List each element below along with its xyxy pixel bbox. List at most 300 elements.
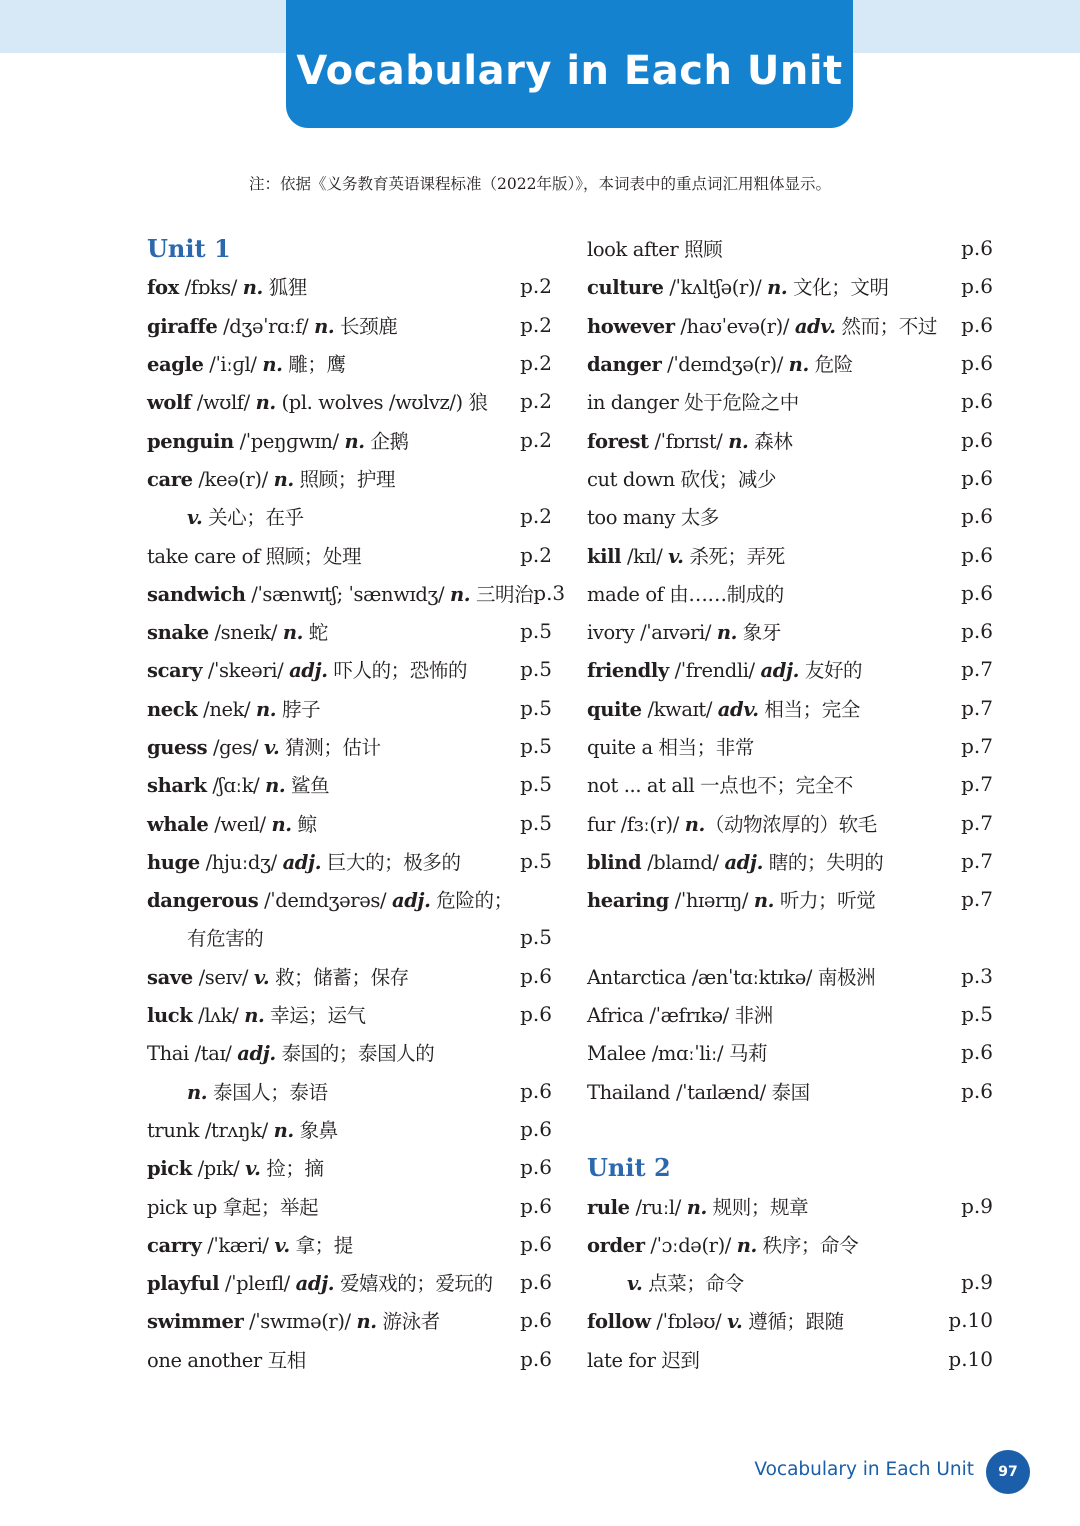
headword: ivory [587, 621, 635, 645]
vocab-entry [147, 1301, 552, 1339]
page-title-banner [286, 0, 853, 128]
part-of-speech: adj. [282, 850, 322, 874]
headword: too many [587, 506, 676, 530]
definition: 幸运；运气 [264, 1004, 366, 1028]
definition: 泰国 [771, 1080, 810, 1104]
headword: friendly [587, 659, 669, 683]
entry-text [147, 541, 361, 569]
part-of-speech: adj. [724, 850, 763, 874]
headword: order [587, 1233, 645, 1257]
entry-text [147, 311, 397, 339]
page-reference: p.5 [520, 657, 552, 682]
part-of-speech: v. [627, 1272, 643, 1296]
page-reference: p.6 [961, 274, 993, 299]
headword: made of [587, 582, 664, 606]
part-of-speech: n. [242, 276, 263, 300]
page-reference: p.6 [961, 465, 993, 490]
vocab-entry [147, 1225, 552, 1263]
page-reference: p.7 [961, 810, 993, 835]
definition: 相当；非常 [652, 736, 754, 759]
page-reference: p.6 [520, 1193, 552, 1218]
page-reference: p.6 [961, 580, 993, 605]
definition: 规则；规章 [706, 1195, 809, 1219]
definition: (pl. wolves /wʊlvz/) 狼 [275, 391, 488, 415]
part-of-speech: n. [736, 1233, 757, 1257]
entry-text [147, 1000, 366, 1028]
entry-text [587, 541, 785, 569]
entry-text [147, 885, 513, 913]
headword: blind [587, 850, 642, 874]
headword: cut down [587, 467, 675, 491]
vocab-entry [587, 267, 993, 305]
vocab-entry [587, 1186, 993, 1224]
definition: 长颈鹿 [334, 314, 398, 338]
part-of-speech: n. [265, 774, 286, 798]
part-of-speech: v. [245, 1157, 261, 1181]
page-reference: p.6 [520, 1078, 552, 1103]
vocab-entry [587, 344, 993, 382]
part-of-speech: n. [344, 429, 365, 453]
definition: 照顾 [678, 238, 723, 262]
vocab-entry [587, 1072, 993, 1110]
part-of-speech: v. [668, 544, 684, 568]
vocab-entry [587, 1033, 993, 1071]
vocab-entry [147, 1148, 552, 1186]
page-reference: p.3 [533, 580, 566, 605]
vocab-entry [147, 612, 552, 650]
definition: 企鹅 [364, 429, 409, 453]
page-reference: p.10 [948, 1346, 993, 1371]
vocab-entry [147, 765, 552, 803]
page-reference: p.6 [961, 427, 993, 452]
page-reference: p.7 [961, 695, 993, 720]
vocab-entry [147, 727, 552, 765]
pronunciation: /hjuːdʒ/ [199, 850, 283, 874]
vocab-entry [147, 1263, 552, 1301]
headword: sandwich [147, 582, 246, 606]
page-reference: p.6 [961, 389, 993, 414]
pronunciation: /lʌk/ [192, 1004, 245, 1028]
bold-words-note: 注：依据《义务教育英语课程标准（2022年版）》，本词表中的重点词汇用粗体显示。 [249, 175, 831, 193]
part-of-speech: v. [727, 1310, 743, 1334]
vocab-entry [587, 880, 993, 918]
page-reference: p.6 [520, 963, 552, 988]
pronunciation: /mɑːˈliː/ [645, 1042, 730, 1066]
headword: care [147, 467, 193, 491]
entry-text [587, 1345, 700, 1373]
vocab-entry [147, 803, 552, 841]
headword: pick [147, 1157, 192, 1181]
definition: 砍伐；减少 [674, 467, 777, 491]
page-reference: p.2 [520, 312, 552, 337]
definition: 雕；鹰 [282, 353, 346, 377]
pronunciation: /ˈaɪvəri/ [634, 621, 717, 645]
page-reference: p.10 [948, 1308, 993, 1333]
headword: however [587, 314, 675, 338]
page-reference: p.2 [520, 389, 552, 414]
definition: 南极洲 [817, 965, 876, 989]
vocab-entry [147, 1072, 552, 1110]
page-reference: p.5 [520, 772, 552, 797]
headword: luck [147, 1004, 193, 1028]
definition: 秩序；命令 [756, 1233, 859, 1257]
definition: 关心；在乎 [202, 506, 304, 530]
pronunciation: /kwaɪt/ [641, 697, 718, 721]
definition: 太多 [675, 506, 720, 530]
part-of-speech: n. [262, 353, 283, 377]
entry-text [587, 655, 862, 683]
pronunciation: /fɜː(r)/ [614, 812, 685, 836]
vocab-entry [587, 1301, 993, 1339]
definition: 然而；不过 [835, 314, 937, 338]
headword: guess [147, 736, 208, 759]
entry-text [587, 770, 853, 798]
page-reference: p.6 [520, 1231, 552, 1256]
unit-heading: Unit 2 [587, 1152, 671, 1182]
definition: 处于危险之中 [678, 391, 799, 415]
page-reference: p.6 [961, 619, 993, 644]
headword: giraffe [147, 314, 218, 338]
pronunciation: /ˈfrendli/ [668, 659, 761, 683]
definition: 危险的； [430, 889, 513, 913]
headword: huge [147, 850, 200, 874]
part-of-speech: adj. [289, 659, 328, 683]
entry-text [587, 579, 784, 607]
headword: dangerous [147, 889, 259, 913]
pronunciation: /weɪl/ [208, 812, 272, 836]
pronunciation: /pɪk/ [191, 1157, 246, 1181]
page-number-badge: 97 [986, 1450, 1030, 1494]
definition: 捡；摘 [260, 1157, 324, 1181]
page-reference: p.6 [520, 1116, 552, 1141]
entry-text [587, 885, 875, 913]
headword: scary [147, 659, 203, 683]
entry-text [587, 1077, 810, 1105]
pronunciation: /taɪ/ [188, 1042, 238, 1066]
vocab-entry [147, 535, 552, 573]
pronunciation: /keə(r)/ [192, 467, 274, 491]
vocab-entry [587, 382, 993, 420]
entry-text [147, 272, 307, 300]
pronunciation: /ˈiːɡl/ [203, 353, 263, 377]
headword: kill [587, 544, 622, 568]
entry-text [587, 1268, 744, 1296]
headword: shark [147, 774, 207, 798]
pronunciation: /ˈkʌltʃə(r)/ [663, 276, 768, 300]
pronunciation: /seɪv/ [192, 965, 254, 989]
headword: culture [587, 276, 664, 300]
headword: look after [587, 238, 679, 262]
part-of-speech: v. [274, 1233, 290, 1257]
vocab-entry [147, 650, 552, 688]
entry-text [147, 1345, 306, 1373]
vocab-entry [587, 535, 993, 573]
part-of-speech: n. [273, 467, 294, 491]
definition: 三明治 [470, 582, 534, 606]
definition: （动物浓厚的）软毛 [704, 812, 877, 836]
vocab-entry [587, 803, 993, 841]
headword: forest [587, 429, 649, 453]
entry-text [587, 464, 776, 492]
pronunciation: /ˈæfrɪkə/ [643, 1004, 735, 1028]
headword: follow [587, 1310, 651, 1334]
entry-text [587, 311, 937, 339]
part-of-speech: n. [449, 582, 471, 606]
definition: 脖子 [276, 697, 321, 721]
pronunciation: /ges/ [207, 736, 264, 759]
part-of-speech: n. [767, 276, 788, 300]
entry-text [587, 426, 792, 454]
page-reference: p.2 [520, 274, 552, 299]
page-reference: p.6 [520, 1155, 552, 1180]
pronunciation: /ʃɑːk/ [206, 774, 266, 798]
definition: 听力；听觉 [774, 889, 876, 913]
vocab-entry [147, 689, 552, 727]
page-reference: p.6 [520, 1002, 552, 1027]
headword: Africa [587, 1004, 644, 1028]
definition: 森林 [748, 429, 793, 453]
entry-text [587, 1306, 844, 1334]
vocab-entry [147, 957, 552, 995]
vocab-entry [147, 880, 552, 918]
vocab-entry [587, 1263, 993, 1301]
vocab-entry [587, 842, 993, 880]
headword: eagle [147, 353, 204, 377]
vocab-entry [587, 612, 993, 650]
definition: 相当；完全 [758, 697, 860, 721]
entry-text [147, 694, 320, 722]
definition: 吓人的；恐怖的 [327, 659, 468, 683]
headword: not ... at all [587, 774, 695, 798]
entry-text [147, 617, 328, 645]
headword: swimmer [147, 1310, 244, 1334]
entry-text [587, 387, 799, 415]
entry-text [587, 1192, 808, 1220]
vocab-entry [587, 689, 993, 727]
headword: wolf [147, 391, 191, 415]
entry-text [587, 1230, 858, 1258]
entry-text [147, 502, 304, 530]
definition: 猜测；估计 [279, 736, 381, 759]
pronunciation: /trʌŋk/ [199, 1118, 274, 1142]
pronunciation: /nek/ [197, 697, 257, 721]
page-reference: p.9 [961, 1193, 993, 1218]
pronunciation: /ˈdeɪndʒərəs/ [258, 889, 392, 913]
definition: 拿；提 [289, 1233, 353, 1257]
headword: snake [147, 621, 209, 645]
entry-text [147, 387, 488, 415]
page-reference: p.2 [520, 542, 552, 567]
headword: in danger [587, 391, 679, 415]
definition: 互相 [261, 1348, 306, 1372]
definition: 点菜；命令 [642, 1272, 744, 1296]
definition: 游泳者 [376, 1310, 440, 1334]
part-of-speech: n. [282, 621, 303, 645]
entry-text [587, 962, 875, 990]
entry-text [587, 732, 754, 760]
headword: penguin [147, 429, 234, 453]
pronunciation: /ˈpleɪfl/ [219, 1272, 296, 1296]
page-reference: p.5 [520, 695, 552, 720]
definition: 杀死；弄死 [683, 544, 785, 568]
page-reference: p.5 [520, 619, 552, 644]
definition: 文化；文明 [787, 276, 889, 300]
vocab-entry [147, 420, 552, 458]
part-of-speech: n. [256, 697, 277, 721]
pronunciation: /ˈdeɪndʒə(r)/ [661, 353, 789, 377]
part-of-speech: adj. [237, 1042, 276, 1066]
vocab-entry [587, 1225, 993, 1263]
vocab-entry [147, 459, 552, 497]
entry-text [147, 962, 409, 990]
definition: 由……制成的 [663, 582, 784, 606]
vocab-entry [147, 306, 552, 344]
entry-text [147, 732, 381, 760]
headword: Thailand [587, 1080, 671, 1104]
headword: save [147, 965, 193, 989]
footer-section-label: Vocabulary in Each Unit [754, 1459, 974, 1480]
page-reference: p.7 [961, 887, 993, 912]
entry-text [147, 1038, 434, 1066]
vocab-entry [147, 1033, 552, 1071]
part-of-speech: n. [255, 391, 276, 415]
entry-text [587, 1038, 767, 1066]
pronunciation: /blaɪnd/ [641, 850, 725, 874]
definition: 爱嬉戏的；爱玩的 [334, 1272, 493, 1296]
entry-text [587, 617, 781, 645]
entry-text [587, 809, 877, 837]
page-reference: p.6 [961, 542, 993, 567]
entry-text [147, 1306, 440, 1334]
definition: 照顾；处理 [259, 544, 362, 568]
entry-text [147, 1230, 353, 1258]
page-reference: p.7 [961, 734, 993, 758]
page-reference: p.2 [520, 504, 552, 529]
part-of-speech: adv. [794, 314, 836, 338]
entry-text [587, 847, 883, 875]
page-reference: p.6 [961, 312, 993, 337]
headword: playful [147, 1272, 220, 1296]
part-of-speech: n. [788, 353, 809, 377]
entry-text [587, 694, 860, 722]
definition: 遵循；跟随 [742, 1310, 844, 1334]
page-reference: p.6 [961, 1040, 993, 1065]
page-reference: p.6 [961, 504, 993, 529]
pronunciation: /ˈhɪərɪŋ/ [668, 889, 754, 913]
pronunciation: /ˈfɒləʊ/ [650, 1310, 728, 1334]
definition: 鲨鱼 [285, 774, 330, 798]
entry-text [147, 1192, 318, 1220]
vocab-entry [147, 1186, 552, 1224]
pronunciation: /ˈpeŋɡwɪn/ [233, 429, 345, 453]
part-of-speech: n. [686, 1195, 707, 1219]
definition: 迟到 [655, 1348, 700, 1372]
vocab-entry [587, 995, 993, 1033]
page-reference: p.5 [520, 810, 552, 835]
headword: rule [587, 1195, 630, 1219]
pronunciation: /ˈsænwɪtʃ; ˈsænwɪdʒ/ [245, 582, 450, 606]
vocab-entry [587, 420, 993, 458]
headword: take care of [147, 544, 260, 568]
pronunciation: /ˈswɪmə(r)/ [243, 1310, 357, 1334]
pronunciation: /ænˈtɑːktɪkə/ [685, 965, 818, 989]
vocab-entry [587, 229, 993, 267]
definition: 友好的 [799, 659, 863, 683]
page-reference: p.6 [961, 236, 993, 261]
unit-heading: Unit 1 [147, 233, 231, 263]
entry-text [147, 426, 409, 454]
entry-text [147, 923, 263, 951]
headword: Malee [587, 1042, 646, 1066]
pronunciation: /wʊlf/ [191, 391, 256, 415]
page-reference: p.6 [520, 1270, 552, 1295]
pronunciation: /haʊˈevə(r)/ [674, 314, 795, 338]
pronunciation: /ˈtaɪlænd/ [670, 1080, 772, 1104]
vocab-entry [147, 995, 552, 1033]
page-reference: p.7 [961, 657, 993, 682]
part-of-speech: adj. [391, 889, 431, 913]
page-reference: p.2 [520, 427, 552, 452]
unit-heading-row [587, 1148, 993, 1186]
pronunciation: /fɒks/ [178, 276, 243, 300]
entry-text [147, 1077, 328, 1105]
part-of-speech: n. [244, 1004, 265, 1028]
pronunciation: /ˈɔːdə(r)/ [644, 1233, 737, 1257]
pronunciation: /ˈkæri/ [201, 1233, 275, 1257]
page-reference: p.9 [961, 1270, 993, 1295]
part-of-speech: n. [273, 1118, 294, 1142]
part-of-speech: n. [271, 812, 292, 836]
entry-text [587, 502, 719, 530]
part-of-speech: v. [263, 736, 280, 759]
vocab-entry [587, 957, 993, 995]
entry-text [587, 349, 853, 377]
vocab-entry [587, 574, 993, 612]
part-of-speech: v. [253, 965, 270, 989]
page-reference: p.3 [961, 963, 993, 988]
part-of-speech: n. [753, 889, 775, 913]
definition: 马莉 [729, 1042, 768, 1066]
definition: 泰国人；泰语 [207, 1080, 328, 1104]
definition: 泰国的；泰国人的 [275, 1042, 435, 1066]
vocab-entry [147, 267, 552, 305]
pronunciation: /ˈskeəri/ [202, 659, 290, 683]
pronunciation: /kɪl/ [621, 544, 669, 568]
headword: Antarctica [587, 965, 686, 989]
headword: pick up [147, 1195, 217, 1219]
part-of-speech: adj. [295, 1272, 335, 1296]
part-of-speech: adj. [760, 659, 800, 683]
entry-text [147, 1268, 493, 1296]
entry-text [147, 1153, 324, 1181]
part-of-speech: n. [187, 1080, 208, 1104]
part-of-speech: n. [716, 621, 737, 645]
vocab-entry [587, 497, 993, 535]
vocab-entry [587, 727, 993, 765]
vocab-entry [147, 574, 566, 612]
definition: 蛇 [303, 621, 328, 645]
page-reference: p.5 [520, 734, 552, 758]
page-reference: p.5 [520, 848, 552, 873]
definition: 鲸 [291, 812, 317, 836]
definition: 狐狸 [262, 276, 307, 300]
pronunciation: /sneɪk/ [208, 621, 283, 645]
spacer-row [587, 1110, 993, 1148]
page-reference: p.6 [961, 1078, 993, 1103]
vocab-entry [587, 1340, 993, 1378]
entry-text [587, 1000, 773, 1028]
headword: quite [587, 697, 642, 721]
